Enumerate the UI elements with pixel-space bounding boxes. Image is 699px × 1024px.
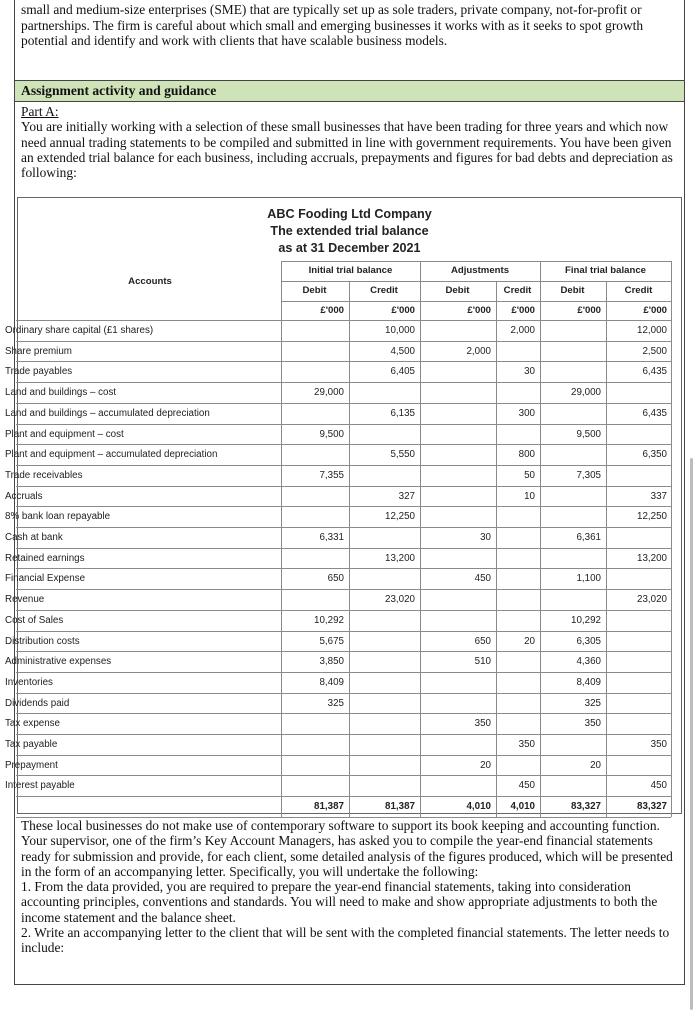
table-cell: 30	[524, 366, 535, 377]
account-name: Inventories	[5, 677, 53, 688]
table-cell: 650	[327, 573, 344, 584]
table-cell: 327	[398, 491, 415, 502]
grid-line-h	[16, 341, 671, 342]
grid-line-h	[16, 713, 671, 714]
grid-line-h	[281, 301, 671, 302]
outro-paragraph: Your supervisor, one of the firm’s Key Account Managers, has asked you to compile the year-end financial statements ready for submission and provide, for each client, some detailed analysis of the figures produced, which will be presented in the form of an accompanying letter. Specifically, you will undertake the following:	[21, 833, 673, 879]
table-cell: 29,000	[571, 387, 601, 398]
grid-line-h	[16, 651, 671, 652]
outro-paragraph: These local businesses do not make use of contemporary software to support its book keeping and accounting function.	[21, 818, 660, 833]
table-date: as at 31 December 2021	[278, 241, 421, 255]
table-cell: 5,550	[390, 449, 415, 460]
grid-line-h	[16, 444, 671, 445]
grid-line-h	[281, 261, 671, 262]
table-cell: 510	[474, 656, 491, 667]
table-cell: 450	[650, 780, 667, 791]
table-cell: 350	[474, 718, 491, 729]
account-name: Cost of Sales	[5, 615, 64, 626]
account-name: Financial Expense	[5, 573, 86, 584]
grid-line-v	[349, 281, 350, 817]
table-cell: 29,000	[314, 387, 344, 398]
grid-line-h	[16, 506, 671, 507]
table-cell: 300	[518, 408, 535, 419]
table-cell: 12,250	[385, 511, 415, 522]
account-name: Trade payables	[5, 366, 73, 377]
table-cell: 6,435	[642, 408, 667, 419]
sub-header: Debit	[445, 285, 470, 296]
grid-line-v	[496, 281, 497, 817]
table-cell: 4,500	[390, 346, 415, 357]
table-cell: 2,500	[642, 346, 667, 357]
table-cell: 7,305	[576, 470, 601, 481]
table-cell: 325	[584, 698, 601, 709]
table-cell: 2,000	[466, 346, 491, 357]
table-cell: 4,360	[576, 656, 601, 667]
table-cell: 350	[650, 739, 667, 750]
accounts-header: Accounts	[128, 276, 172, 287]
group-header: Adjustments	[450, 265, 510, 276]
scrollbar[interactable]	[690, 458, 693, 1010]
table-cell: 9,500	[319, 429, 344, 440]
table-cell: 450	[518, 780, 535, 791]
outro-block	[21, 818, 683, 956]
total-cell: 4,010	[510, 801, 535, 812]
grid-line-h	[16, 403, 671, 404]
table-cell: 6,135	[390, 408, 415, 419]
table-cell: 5,675	[319, 636, 344, 647]
total-cell: 83,327	[637, 801, 667, 812]
account-name: Land and buildings – accumulated depreciation	[5, 408, 210, 419]
account-name: Retained earnings	[5, 553, 85, 564]
grid-line-h	[16, 817, 671, 818]
table-cell: 800	[518, 449, 535, 460]
total-cell: 4,010	[466, 801, 491, 812]
table-cell: 10,292	[314, 615, 344, 626]
table-cell: 9,500	[576, 429, 601, 440]
sub-header: Credit	[370, 285, 398, 296]
grid-line-h	[16, 610, 671, 611]
group-header: Final trial balance	[564, 265, 647, 276]
total-cell: 81,387	[385, 801, 415, 812]
grid-line-h	[281, 281, 671, 282]
grid-line-h	[16, 589, 671, 590]
grid-line-h	[16, 424, 671, 425]
table-cell: 6,435	[642, 366, 667, 377]
table-subtitle: The extended trial balance	[270, 224, 429, 238]
table-cell: 1,100	[576, 573, 601, 584]
grid-line-h	[16, 631, 671, 632]
table-cell: 20	[480, 760, 491, 771]
table-cell: 10	[524, 491, 535, 502]
grid-line-h	[16, 755, 671, 756]
table-cell: 8,409	[319, 677, 344, 688]
group-header: Initial trial balance	[308, 265, 393, 276]
table-cell: 8,409	[576, 677, 601, 688]
grid-line-h	[16, 486, 671, 487]
account-name: Accruals	[5, 491, 43, 502]
table-cell: 337	[650, 491, 667, 502]
table-cell: 13,200	[637, 553, 667, 564]
grid-line-h	[16, 672, 671, 673]
account-name: Prepayment	[5, 760, 58, 771]
table-cell: 6,361	[576, 532, 601, 543]
account-name: Cash at bank	[5, 532, 63, 543]
table-cell: 6,331	[319, 532, 344, 543]
account-name: 8% bank loan repayable	[5, 511, 111, 522]
account-name: Ordinary share capital (£1 shares)	[5, 325, 154, 336]
grid-line-h	[16, 734, 671, 735]
unit-header: £'000	[320, 305, 344, 316]
total-cell: 81,387	[314, 801, 344, 812]
total-cell: 83,327	[571, 801, 601, 812]
grid-line-h	[16, 568, 671, 569]
table-cell: 450	[474, 573, 491, 584]
grid-line-h	[16, 382, 671, 383]
table-cell: 30	[480, 532, 491, 543]
table-cell: 10,000	[385, 325, 415, 336]
grid-line-h	[16, 320, 671, 321]
account-name: Revenue	[5, 594, 45, 605]
outro-paragraph: 2. Write an accompanying letter to the client that will be sent with the completed financial statements. The letter needs to include:	[21, 925, 670, 956]
table-cell: 350	[584, 718, 601, 729]
table-cell: 20	[524, 636, 535, 647]
account-name: Share premium	[5, 346, 72, 357]
table-cell: 6,350	[642, 449, 667, 460]
table-cell: 50	[524, 470, 535, 481]
outro-paragraph: 1. From the data provided, you are required to prepare the year-end financial statements, taking into consideration accounting principles, conventions and standards. You will need to make and show appropriate adjustments to both the income statement and the balance sheet.	[21, 879, 658, 925]
account-name: Plant and equipment – cost	[5, 429, 124, 440]
table-cell: 650	[474, 636, 491, 647]
account-name: Plant and equipment – accumulated depreciation	[5, 449, 218, 460]
table-cell: 10,292	[571, 615, 601, 626]
sub-header: Credit	[624, 285, 653, 296]
grid-line-h	[16, 796, 671, 797]
account-name: Dividends paid	[5, 698, 70, 709]
grid-line-v	[671, 261, 672, 817]
grid-line-h	[16, 693, 671, 694]
table-cell: 2,000	[510, 325, 535, 336]
grid-line-h	[16, 527, 671, 528]
account-name: Interest payable	[5, 780, 75, 791]
intro-paragraph: small and medium-size enterprises (SME) that are typically set up as sole traders, private company, not-for-profit or partnerships. The firm is careful about which small and emerging businesses it works with as it seeks to spot growth potential and identify and work with clients that have scalable business models.	[21, 2, 644, 48]
table-cell: 7,355	[319, 470, 344, 481]
table-cell: 23,020	[637, 594, 667, 605]
unit-header: £'000	[643, 305, 667, 316]
table-title: ABC Fooding Ltd Company	[267, 207, 432, 221]
table-cell: 3,850	[319, 656, 344, 667]
grid-line-h	[16, 465, 671, 466]
table-cell: 20	[590, 760, 601, 771]
account-name: Administrative expenses	[5, 656, 112, 667]
unit-header: £'000	[511, 305, 535, 316]
table-cell: 12,250	[637, 511, 667, 522]
table-cell: 6,405	[390, 366, 415, 377]
account-name: Tax payable	[5, 739, 58, 750]
section-heading-band	[15, 80, 684, 102]
part-a-heading: Part A:	[21, 104, 59, 119]
part-a-text: You are initially working with a selection of these small businesses that have been trading for three years and which now need annual trading statements to be compiled and submitted in line with government requirements. You have been given an extended trial balance for each business, including accruals, prepayments and figures for bad debts and depreciation as following:	[21, 119, 673, 181]
grid-line-v	[606, 281, 607, 817]
account-name: Tax expense	[5, 718, 61, 729]
grid-line-h	[16, 361, 671, 362]
grid-line-h	[16, 775, 671, 776]
unit-header: £'000	[391, 305, 415, 316]
table-cell: 6,305	[576, 636, 601, 647]
sub-header: Debit	[560, 285, 585, 296]
table-cell: 325	[327, 698, 344, 709]
unit-header: £'000	[467, 305, 491, 316]
table-cell: 13,200	[385, 553, 415, 564]
section-heading: Assignment activity and guidance	[21, 83, 217, 98]
unit-header: £'000	[577, 305, 601, 316]
table-cell: 23,020	[385, 594, 415, 605]
sub-header: Debit	[302, 285, 327, 296]
account-name: Land and buildings – cost	[5, 387, 117, 398]
table-cell: 350	[518, 739, 535, 750]
account-name: Distribution costs	[5, 636, 80, 647]
table-cell: 12,000	[637, 325, 667, 336]
account-name: Trade receivables	[5, 470, 83, 481]
grid-line-h	[16, 548, 671, 549]
sub-header: Credit	[503, 285, 532, 296]
part-a-block	[21, 104, 681, 180]
